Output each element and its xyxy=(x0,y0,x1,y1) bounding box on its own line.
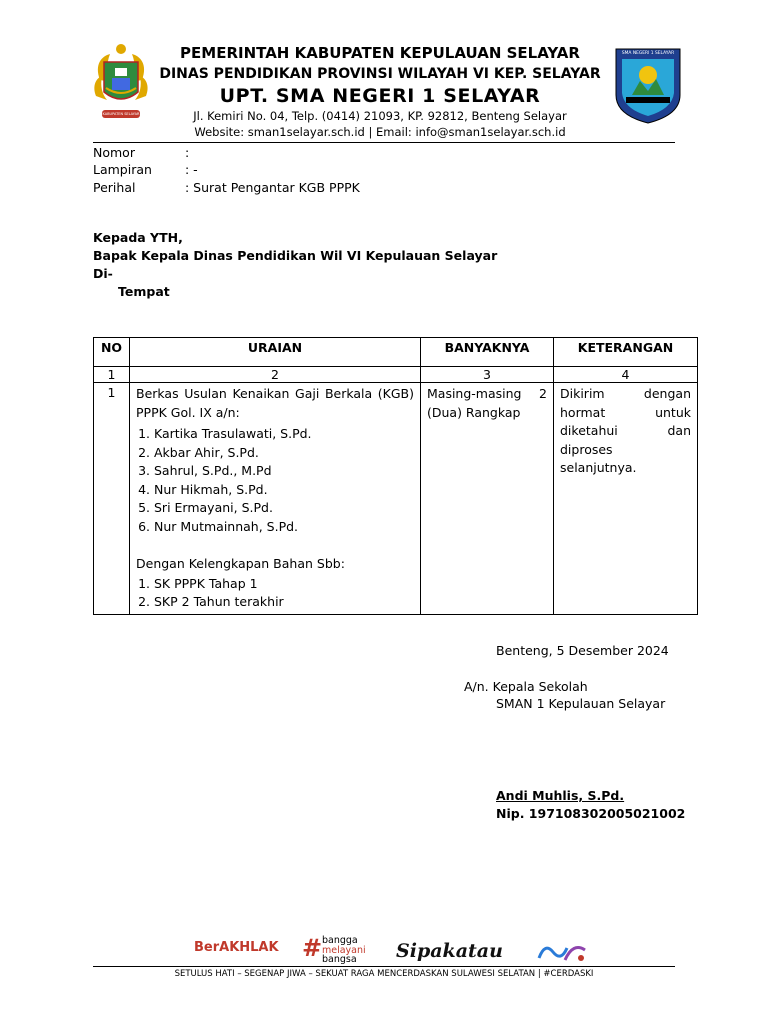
perihal-label: Perihal xyxy=(93,180,136,195)
row-banyaknya: Masing-masing 2 (Dua) Rangkap xyxy=(421,383,554,615)
place-date: Benteng, 5 Desember 2024 xyxy=(496,643,669,658)
regional-logo-icon xyxy=(535,938,591,966)
row-keterangan: Dikirim dengan hormat untuk diketahui dan diproses selanjutnya. xyxy=(554,383,698,615)
berakhlak-logo: BerAKHLAK xyxy=(194,940,279,955)
school-emblem-text: SMA NEGERI 1 SELAYAR xyxy=(621,51,675,56)
footer-divider xyxy=(93,966,675,967)
regency-emblem xyxy=(90,40,152,126)
col-number: 1 xyxy=(94,367,130,383)
col-number: 4 xyxy=(554,367,698,383)
nomor-label: Nomor xyxy=(93,145,135,160)
footer-tagline: SETULUS HATI – SEGENAP JIWA – SEKUAT RAGA MENCERDASKAN SULAWESI SELATAN | #CERDASKI xyxy=(174,969,594,979)
header-keterangan: KETERANGAN xyxy=(554,338,698,367)
list-item: 1. Kartika Trasulawati, S.Pd. xyxy=(154,425,414,444)
bangsa-text: bangsa xyxy=(322,954,357,965)
signatory-role: A/n. Kepala Sekolah xyxy=(464,679,588,694)
gov-title: PEMERINTAH KABUPATEN KEPULAUAN SELAYAR xyxy=(180,44,580,62)
sipakatau-logo: Sipakatau xyxy=(396,940,503,962)
addressee-greeting: Kepada YTH, xyxy=(93,230,183,245)
kelengkapan-list xyxy=(136,575,414,612)
list-item: 6. Nur Mutmainnah, S.Pd. xyxy=(154,518,414,537)
col-number: 2 xyxy=(130,367,421,383)
melayani-text: melayani xyxy=(322,944,366,956)
list-item: 5. Sri Ermayani, S.Pd. xyxy=(154,499,414,518)
row-uraian xyxy=(130,383,421,615)
employee-list xyxy=(136,425,414,536)
bangga-text: bangga xyxy=(322,935,358,946)
dept-title: DINAS PENDIDIKAN PROVINSI WILAYAH VI KEP. SELAYAR xyxy=(159,66,601,82)
nomor-value: : xyxy=(185,145,190,160)
lampiran-value: : - xyxy=(185,162,198,177)
signatory-name: Andi Muhlis, S.Pd. xyxy=(496,788,625,803)
lampiran-label: Lampiran xyxy=(93,162,152,177)
table-row xyxy=(94,383,698,615)
addressee-name: Bapak Kepala Dinas Pendidikan Wil VI Kepulauan Selayar xyxy=(93,248,498,263)
addressee-di: Di- xyxy=(93,266,113,281)
school-address: Jl. Kemiri No. 04, Telp. (0414) 21093, KP. 92812, Benteng Selayar xyxy=(193,109,567,123)
list-item: 1. SK PPPK Tahap 1 xyxy=(154,575,414,594)
header-uraian: URAIAN xyxy=(130,338,421,367)
school-title: UPT. SMA NEGERI 1 SELAYAR xyxy=(219,85,541,107)
school-emblem xyxy=(614,43,682,125)
kelengkapan-label: Dengan Kelengkapan Bahan Sbb: xyxy=(136,556,345,571)
list-item: 2. SKP 2 Tahun terakhir xyxy=(154,593,414,612)
list-item: 2. Akbar Ahir, S.Pd. xyxy=(154,444,414,463)
hashtag-icon: # xyxy=(302,934,323,962)
list-item: 4. Nur Hikmah, S.Pd. xyxy=(154,481,414,500)
signatory-nip: Nip. 197108302005021002 xyxy=(496,806,686,821)
list-item: 3. Sahrul, S.Pd., M.Pd xyxy=(154,462,414,481)
perihal-value: : Surat Pengantar KGB PPPK xyxy=(185,180,360,195)
row-no: 1 xyxy=(94,383,130,615)
document-table xyxy=(93,337,698,615)
addressee-place: Tempat xyxy=(118,284,170,299)
col-number: 3 xyxy=(421,367,554,383)
school-contact: Website: sman1selayar.sch.id | Email: info@sman1selayar.sch.id xyxy=(194,125,566,139)
header-divider xyxy=(93,142,675,143)
header-banyaknya: BANYAKNYA xyxy=(421,338,554,367)
header-no: NO xyxy=(94,338,130,367)
regency-emblem-text: KABUPATEN SELAYAR xyxy=(102,112,140,116)
bangga-melayani-logo xyxy=(322,936,366,965)
uraian-intro: Berkas Usulan Kenaikan Gaji Berkala (KGB) PPPK Gol. IX a/n: xyxy=(136,386,414,420)
signatory-school: SMAN 1 Kepulauan Selayar xyxy=(496,696,666,711)
